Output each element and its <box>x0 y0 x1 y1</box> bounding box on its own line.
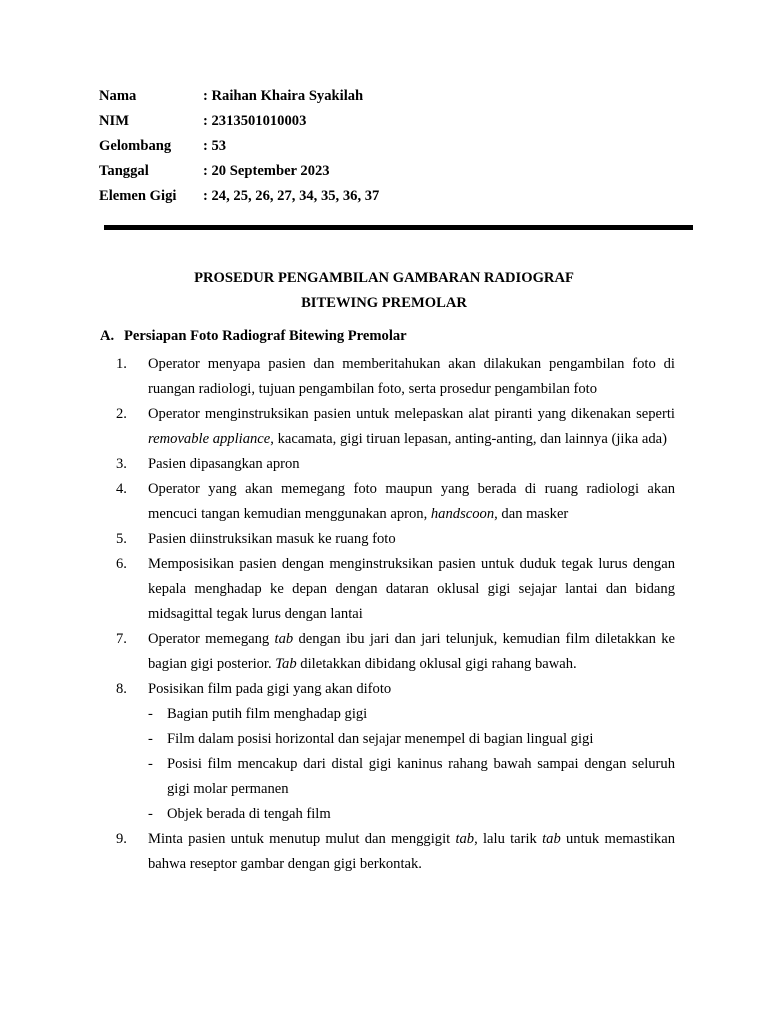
step-text-italic: tab <box>455 831 475 847</box>
info-label: Nama <box>99 88 137 104</box>
divider-rule <box>104 225 693 230</box>
info-row-tanggal <box>99 161 379 186</box>
step-text: Memposisikan pasien dengan menginstruksikan pasien untuk duduk tegak lurus dengan kepala menghadap ke depan dengan dataran oklusal gigi sejajar lantai dan bidang midsagittal tegak lurus dengan lantai <box>148 556 675 622</box>
bullet-dash: - <box>148 806 153 822</box>
sub-list-item <box>116 702 675 727</box>
step-text <box>148 402 675 452</box>
step-text-part: dengan ibu jari dan jari telunjuk, kemudian film diletakkan ke bagian gigi posterior. <box>148 631 675 672</box>
step-number: 3. <box>116 456 127 472</box>
list-item <box>116 402 675 452</box>
step-text-part: , dan masker <box>494 506 569 522</box>
step-text-italic: removable appliance <box>148 431 271 447</box>
list-item <box>116 477 675 527</box>
info-label: Elemen Gigi <box>99 188 177 204</box>
step-text: Pasien dipasangkan apron <box>148 456 300 472</box>
bullet-dash: - <box>148 706 153 722</box>
step-text-part: , lalu tarik <box>474 831 543 847</box>
step-text-italic: Tab <box>275 656 297 672</box>
sub-list-item <box>116 752 675 802</box>
step-number: 8. <box>116 681 127 697</box>
bullet-dash: - <box>148 756 153 772</box>
step-text-italic: handscoon <box>430 506 495 522</box>
section-letter: A. <box>100 328 115 344</box>
step-text <box>148 477 675 527</box>
list-item <box>116 677 675 702</box>
step-text <box>148 627 675 677</box>
step-number: 1. <box>116 356 127 372</box>
step-text: Pasien diinstruksikan masuk ke ruang foto <box>148 531 396 547</box>
step-text-part: Operator memegang <box>148 631 275 647</box>
info-label: NIM <box>99 113 129 129</box>
list-item <box>116 452 675 477</box>
step-text-part: Operator yang akan memegang foto maupun yang berada di ruang radiologi akan mencuci tangan kemudian menggunakan apron, <box>148 481 675 522</box>
step-number: 5. <box>116 531 127 547</box>
sub-list-item <box>116 802 675 827</box>
info-value: : 24, 25, 26, 27, 34, 35, 36, 37 <box>203 188 380 204</box>
document-title-line-1: PROSEDUR PENGAMBILAN GAMBARAN RADIOGRAF <box>194 270 574 286</box>
step-number: 7. <box>116 631 127 647</box>
info-row-gelombang <box>99 136 379 161</box>
section-heading <box>100 328 407 345</box>
step-text: Operator menyapa pasien dan memberitahukan akan dilakukan pengambilan foto di ruangan radiologi, tujuan pengambilan foto, serta prosedur pengambilan foto <box>148 356 675 397</box>
step-text-italic: tab <box>542 831 561 847</box>
info-label: Tanggal <box>99 163 149 179</box>
list-item <box>116 627 675 677</box>
sub-item-text: Objek berada di tengah film <box>167 806 331 822</box>
student-info <box>99 86 379 211</box>
info-row-elemen-gigi <box>99 186 379 211</box>
info-value: : 20 September 2023 <box>203 163 330 179</box>
info-value: : 2313501010003 <box>203 113 307 129</box>
sub-item-text: Film dalam posisi horizontal dan sejajar menempel di bagian lingual gigi <box>167 731 594 747</box>
step-text-part: , kacamata, gigi tiruan lepasan, anting-anting, dan lainnya (jika ada) <box>270 431 667 447</box>
step-text: Posisikan film pada gigi yang akan difoto <box>148 681 392 697</box>
info-value: : 53 <box>203 138 227 154</box>
list-item <box>116 552 675 627</box>
sub-item-text: Bagian putih film menghadap gigi <box>167 706 368 722</box>
list-item <box>116 352 675 402</box>
step-text-part: untuk memastikan bahwa reseptor gambar dengan gigi berkontak. <box>148 831 675 872</box>
sub-item-text: Posisi film mencakup dari distal gigi kaninus rahang bawah sampai dengan seluruh gigi molar permanen <box>167 756 675 797</box>
step-number: 4. <box>116 481 127 497</box>
step-number: 6. <box>116 556 127 572</box>
document-title-line-2: BITEWING PREMOLAR <box>301 295 467 311</box>
section-title: Persiapan Foto Radiograf Bitewing Premolar <box>124 328 407 344</box>
procedure-list <box>116 352 675 877</box>
info-row-name <box>99 86 379 111</box>
sub-list-item <box>116 727 675 752</box>
list-item <box>116 527 675 552</box>
step-text-part: Minta pasien untuk menutup mulut dan menggigit <box>148 831 456 847</box>
list-item <box>116 827 675 877</box>
step-text-part: diletakkan dibidang oklusal gigi rahang bawah. <box>296 656 577 672</box>
step-text-italic: tab <box>274 631 294 647</box>
step-number: 9. <box>116 831 127 847</box>
info-row-nim <box>99 111 379 136</box>
info-value: : Raihan Khaira Syakilah <box>203 88 364 104</box>
step-text-part: Operator menginstruksikan pasien untuk melepaskan alat piranti yang dikenakan seperti <box>148 406 675 422</box>
step-number: 2. <box>116 406 127 422</box>
info-label: Gelombang <box>99 138 172 154</box>
step-text <box>148 827 675 877</box>
bullet-dash: - <box>148 731 153 747</box>
